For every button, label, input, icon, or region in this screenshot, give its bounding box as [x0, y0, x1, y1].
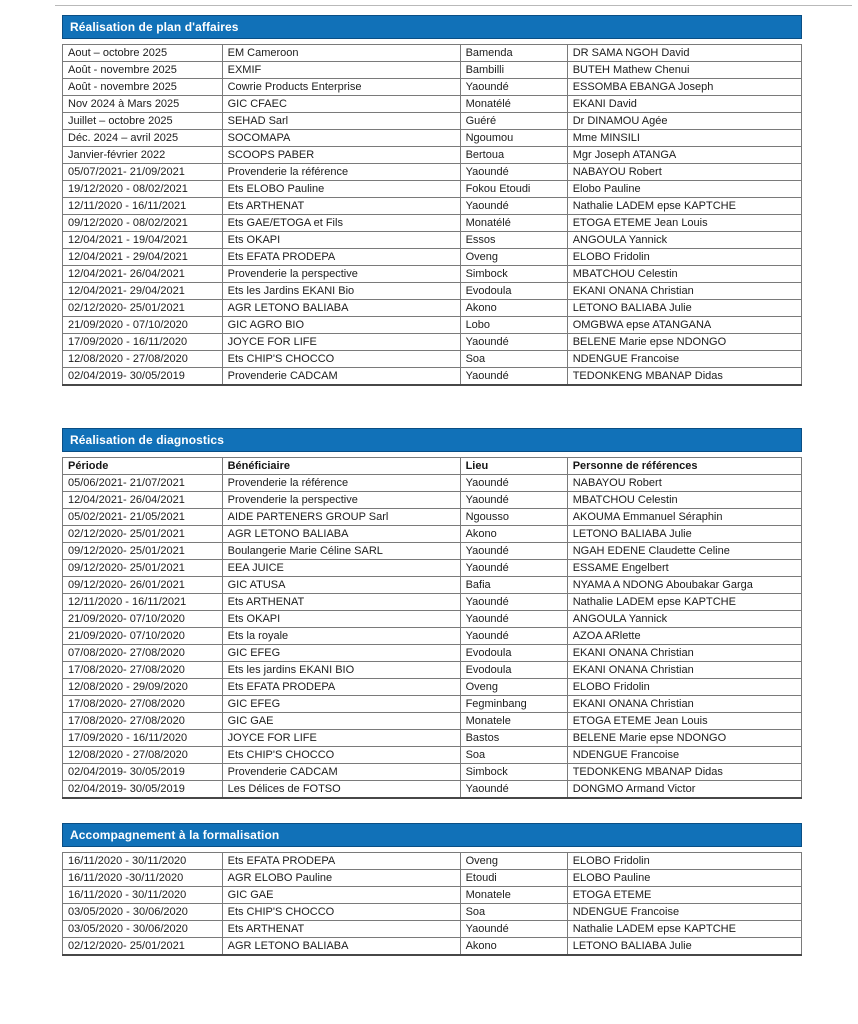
- section-title-bar: [62, 428, 802, 452]
- table-cell: Simbock: [460, 764, 567, 781]
- table-cell: Yaoundé: [460, 543, 567, 560]
- table-cell: Provenderie la perspective: [222, 266, 460, 283]
- table-row: [63, 147, 802, 164]
- table-cell: 21/09/2020- 07/10/2020: [63, 628, 223, 645]
- table-row: [63, 730, 802, 747]
- table-row: [63, 560, 802, 577]
- table-cell: Oveng: [460, 249, 567, 266]
- table-cell: Août - novembre 2025: [63, 62, 223, 79]
- table-cell: 16/11/2020 - 30/11/2020: [63, 853, 223, 870]
- table-cell: 12/04/2021- 26/04/2021: [63, 266, 223, 283]
- table-cell: 19/12/2020 - 08/02/2021: [63, 181, 223, 198]
- column-header: Lieu: [460, 458, 567, 475]
- table-cell: Ets ARTHENAT: [222, 198, 460, 215]
- table-cell: BUTEH Mathew Chenui: [567, 62, 801, 79]
- table-header-row: [63, 458, 802, 475]
- table-cell: MBATCHOU Celestin: [567, 492, 801, 509]
- page-top-rule: [55, 5, 852, 6]
- table-cell: ETOGA ETEME: [567, 887, 801, 904]
- table-row: [63, 130, 802, 147]
- table-cell: Yaoundé: [460, 79, 567, 96]
- section-title: Réalisation de plan d'affaires: [70, 20, 239, 34]
- table-row: [63, 62, 802, 79]
- table-cell: TEDONKENG MBANAP Didas: [567, 764, 801, 781]
- table-cell: Août - novembre 2025: [63, 79, 223, 96]
- table-cell: EKANI ONANA Christian: [567, 696, 801, 713]
- table-row: [63, 113, 802, 130]
- table-cell: 12/04/2021- 29/04/2021: [63, 283, 223, 300]
- table-cell: Guéré: [460, 113, 567, 130]
- table-cell: SEHAD Sarl: [222, 113, 460, 130]
- table-cell: GIC CFAEC: [222, 96, 460, 113]
- table-cell: Ets EFATA PRODEPA: [222, 249, 460, 266]
- table-cell: Déc. 2024 – avril 2025: [63, 130, 223, 147]
- table-cell: Ets ARTHENAT: [222, 594, 460, 611]
- table-cell: Yaoundé: [460, 475, 567, 492]
- table-cell: LETONO BALIABA Julie: [567, 526, 801, 543]
- table-row: [63, 747, 802, 764]
- table-row: [63, 696, 802, 713]
- table-row: [63, 249, 802, 266]
- table-cell: Akono: [460, 938, 567, 956]
- section-plan-affaires: [62, 15, 802, 386]
- table-cell: 02/12/2020- 25/01/2021: [63, 300, 223, 317]
- table-cell: OMGBWA epse ATANGANA: [567, 317, 801, 334]
- table-cell: Yaoundé: [460, 334, 567, 351]
- table-cell: 12/11/2020 - 16/11/2021: [63, 594, 223, 611]
- table-cell: AGR ELOBO Pauline: [222, 870, 460, 887]
- table-cell: ELOBO Fridolin: [567, 853, 801, 870]
- table-cell: 07/08/2020- 27/08/2020: [63, 645, 223, 662]
- table-cell: Yaoundé: [460, 560, 567, 577]
- table-cell: Ets EFATA PRODEPA: [222, 853, 460, 870]
- table-cell: Soa: [460, 747, 567, 764]
- table-cell: EXMIF: [222, 62, 460, 79]
- table-cell: AGR LETONO BALIABA: [222, 526, 460, 543]
- table-row: [63, 628, 802, 645]
- table-cell: Ets CHIP'S CHOCCO: [222, 351, 460, 368]
- table-cell: Ets EFATA PRODEPA: [222, 679, 460, 696]
- table-cell: 16/11/2020 -30/11/2020: [63, 870, 223, 887]
- table-cell: 17/08/2020- 27/08/2020: [63, 713, 223, 730]
- table-cell: Ets GAE/ETOGA et Fils: [222, 215, 460, 232]
- table-cell: 02/12/2020- 25/01/2021: [63, 526, 223, 543]
- table-cell: 12/04/2021 - 19/04/2021: [63, 232, 223, 249]
- table-cell: Yaoundé: [460, 198, 567, 215]
- table-cell: NGAH EDENE Claudette Celine: [567, 543, 801, 560]
- table-cell: Akono: [460, 526, 567, 543]
- table-cell: TEDONKENG MBANAP Didas: [567, 368, 801, 386]
- table-cell: 09/12/2020- 25/01/2021: [63, 560, 223, 577]
- table-cell: Bertoua: [460, 147, 567, 164]
- table-cell: ELOBO Pauline: [567, 870, 801, 887]
- table-cell: Bamenda: [460, 45, 567, 62]
- table-cell: MBATCHOU Celestin: [567, 266, 801, 283]
- table-cell: Soa: [460, 904, 567, 921]
- table-cell: 21/09/2020- 07/10/2020: [63, 611, 223, 628]
- table-formalisation: [62, 852, 802, 956]
- table-row: [63, 283, 802, 300]
- table-cell: Yaoundé: [460, 368, 567, 386]
- table-cell: Evodoula: [460, 645, 567, 662]
- table-cell: SOCOMAPA: [222, 130, 460, 147]
- table-cell: Bastos: [460, 730, 567, 747]
- table-cell: NABAYOU Robert: [567, 475, 801, 492]
- table-cell: Nathalie LADEM epse KAPTCHE: [567, 594, 801, 611]
- table-cell: Ngoumou: [460, 130, 567, 147]
- table-cell: 21/09/2020 - 07/10/2020: [63, 317, 223, 334]
- table-cell: 12/04/2021 - 29/04/2021: [63, 249, 223, 266]
- table-cell: Monatélé: [460, 96, 567, 113]
- table-cell: AIDE PARTENERS GROUP Sarl: [222, 509, 460, 526]
- table-cell: Ets OKAPI: [222, 611, 460, 628]
- table-cell: AGR LETONO BALIABA: [222, 300, 460, 317]
- table-cell: SCOOPS PABER: [222, 147, 460, 164]
- table-cell: EKANI ONANA Christian: [567, 283, 801, 300]
- table-cell: Etoudi: [460, 870, 567, 887]
- table-row: [63, 781, 802, 799]
- table-cell: Soa: [460, 351, 567, 368]
- table-cell: 17/09/2020 - 16/11/2020: [63, 730, 223, 747]
- table-row: [63, 164, 802, 181]
- table-row: [63, 509, 802, 526]
- table-row: [63, 300, 802, 317]
- table-row: [63, 317, 802, 334]
- table-cell: AKOUMA Emmanuel Séraphin: [567, 509, 801, 526]
- table-cell: ELOBO Fridolin: [567, 679, 801, 696]
- column-header: Bénéficiaire: [222, 458, 460, 475]
- table-row: [63, 198, 802, 215]
- table-cell: ETOGA ETEME Jean Louis: [567, 215, 801, 232]
- section-title: Accompagnement à la formalisation: [70, 828, 280, 842]
- table-row: [63, 594, 802, 611]
- table-cell: BELENE Marie epse NDONGO: [567, 730, 801, 747]
- table-cell: 12/04/2021- 26/04/2021: [63, 492, 223, 509]
- table-cell: Bambilli: [460, 62, 567, 79]
- table-cell: EKANI ONANA Christian: [567, 645, 801, 662]
- table-cell: Bafia: [460, 577, 567, 594]
- table-row: [63, 232, 802, 249]
- table-cell: Elobo Pauline: [567, 181, 801, 198]
- table-cell: Provenderie la perspective: [222, 492, 460, 509]
- table-cell: Yaoundé: [460, 594, 567, 611]
- table-cell: LETONO BALIABA Julie: [567, 938, 801, 956]
- table-cell: Dr DINAMOU Agée: [567, 113, 801, 130]
- table-cell: Ets ELOBO Pauline: [222, 181, 460, 198]
- table-cell: Juillet – octobre 2025: [63, 113, 223, 130]
- table-row: [63, 764, 802, 781]
- table-cell: EM Cameroon: [222, 45, 460, 62]
- table-cell: Fegminbang: [460, 696, 567, 713]
- table-cell: JOYCE FOR LIFE: [222, 334, 460, 351]
- table-cell: 17/09/2020 - 16/11/2020: [63, 334, 223, 351]
- table-row: [63, 526, 802, 543]
- table-cell: GIC EFEG: [222, 696, 460, 713]
- table-cell: Fokou Etoudi: [460, 181, 567, 198]
- table-cell: Provenderie la référence: [222, 164, 460, 181]
- table-cell: ANGOULA Yannick: [567, 611, 801, 628]
- table-cell: Mme MINSILI: [567, 130, 801, 147]
- table-cell: 02/04/2019- 30/05/2019: [63, 781, 223, 799]
- table-cell: JOYCE FOR LIFE: [222, 730, 460, 747]
- table-cell: BELENE Marie epse NDONGO: [567, 334, 801, 351]
- table-cell: Nathalie LADEM epse KAPTCHE: [567, 198, 801, 215]
- table-cell: 05/07/2021- 21/09/2021: [63, 164, 223, 181]
- table-row: [63, 45, 802, 62]
- table-row: [63, 662, 802, 679]
- table-cell: 12/08/2020 - 29/09/2020: [63, 679, 223, 696]
- table-cell: Ngousso: [460, 509, 567, 526]
- table-row: [63, 921, 802, 938]
- table-cell: 12/08/2020 - 27/08/2020: [63, 747, 223, 764]
- table-cell: Ets les jardins EKANI BIO: [222, 662, 460, 679]
- table-cell: Monatele: [460, 713, 567, 730]
- column-header: Période: [63, 458, 223, 475]
- table-diagnostics: [62, 457, 802, 799]
- table-cell: EKANI ONANA Christian: [567, 662, 801, 679]
- table-row: [63, 368, 802, 386]
- table-cell: Provenderie CADCAM: [222, 368, 460, 386]
- table-row: [63, 645, 802, 662]
- table-cell: Ets les Jardins EKANI Bio: [222, 283, 460, 300]
- table-cell: Akono: [460, 300, 567, 317]
- table-cell: 17/08/2020- 27/08/2020: [63, 662, 223, 679]
- table-cell: 09/12/2020- 25/01/2021: [63, 543, 223, 560]
- table-cell: Yaoundé: [460, 628, 567, 645]
- table-cell: AGR LETONO BALIABA: [222, 938, 460, 956]
- table-cell: Ets CHIP'S CHOCCO: [222, 904, 460, 921]
- table-row: [63, 266, 802, 283]
- table-cell: Les Délices de FOTSO: [222, 781, 460, 799]
- table-cell: Monatele: [460, 887, 567, 904]
- table-cell: 03/05/2020 - 30/06/2020: [63, 921, 223, 938]
- table-cell: 12/11/2020 - 16/11/2021: [63, 198, 223, 215]
- table-row: [63, 334, 802, 351]
- table-row: [63, 713, 802, 730]
- table-row: [63, 577, 802, 594]
- table-cell: 05/02/2021- 21/05/2021: [63, 509, 223, 526]
- table-cell: GIC ATUSA: [222, 577, 460, 594]
- table-cell: Janvier-février 2022: [63, 147, 223, 164]
- table-plan-affaires: [62, 44, 802, 386]
- table-cell: Ets CHIP'S CHOCCO: [222, 747, 460, 764]
- section-formalisation: [62, 823, 802, 956]
- table-cell: Oveng: [460, 853, 567, 870]
- table-cell: Yaoundé: [460, 921, 567, 938]
- table-cell: Provenderie CADCAM: [222, 764, 460, 781]
- table-row: [63, 611, 802, 628]
- table-cell: Oveng: [460, 679, 567, 696]
- table-cell: Nov 2024 à Mars 2025: [63, 96, 223, 113]
- column-header: Personne de références: [567, 458, 801, 475]
- table-row: [63, 870, 802, 887]
- table-cell: 02/04/2019- 30/05/2019: [63, 368, 223, 386]
- table-cell: 17/08/2020- 27/08/2020: [63, 696, 223, 713]
- table-row: [63, 351, 802, 368]
- table-cell: GIC EFEG: [222, 645, 460, 662]
- table-cell: Evodoula: [460, 283, 567, 300]
- table-row: [63, 679, 802, 696]
- table-cell: LETONO BALIABA Julie: [567, 300, 801, 317]
- section-title-bar: [62, 15, 802, 39]
- table-cell: NDENGUE Francoise: [567, 747, 801, 764]
- table-cell: Yaoundé: [460, 611, 567, 628]
- table-row: [63, 181, 802, 198]
- section-title-bar: [62, 823, 802, 847]
- table-row: [63, 853, 802, 870]
- table-cell: NYAMA A NDONG Aboubakar Garga: [567, 577, 801, 594]
- table-cell: DR SAMA NGOH David: [567, 45, 801, 62]
- table-cell: 09/12/2020 - 08/02/2021: [63, 215, 223, 232]
- section-title: Réalisation de diagnostics: [70, 433, 224, 447]
- table-cell: NABAYOU Robert: [567, 164, 801, 181]
- table-cell: NDENGUE Francoise: [567, 904, 801, 921]
- table-cell: ELOBO Fridolin: [567, 249, 801, 266]
- table-cell: NDENGUE Francoise: [567, 351, 801, 368]
- table-cell: Ets la royale: [222, 628, 460, 645]
- table-cell: EKANI David: [567, 96, 801, 113]
- table-cell: GIC GAE: [222, 713, 460, 730]
- table-row: [63, 904, 802, 921]
- table-cell: Yaoundé: [460, 492, 567, 509]
- table-cell: 16/11/2020 - 30/11/2020: [63, 887, 223, 904]
- table-row: [63, 938, 802, 956]
- table-cell: Cowrie Products Enterprise: [222, 79, 460, 96]
- table-cell: ANGOULA Yannick: [567, 232, 801, 249]
- table-cell: ETOGA ETEME Jean Louis: [567, 713, 801, 730]
- table-cell: 12/08/2020 - 27/08/2020: [63, 351, 223, 368]
- table-row: [63, 887, 802, 904]
- table-cell: Essos: [460, 232, 567, 249]
- table-cell: DONGMO Armand Victor: [567, 781, 801, 799]
- table-cell: Yaoundé: [460, 164, 567, 181]
- table-cell: AZOA ARlette: [567, 628, 801, 645]
- table-cell: 02/04/2019- 30/05/2019: [63, 764, 223, 781]
- table-cell: Provenderie la référence: [222, 475, 460, 492]
- table-row: [63, 492, 802, 509]
- table-row: [63, 96, 802, 113]
- table-cell: Mgr Joseph ATANGA: [567, 147, 801, 164]
- table-cell: ESSAME Engelbert: [567, 560, 801, 577]
- table-cell: Ets OKAPI: [222, 232, 460, 249]
- table-cell: Monatélé: [460, 215, 567, 232]
- table-cell: Yaoundé: [460, 781, 567, 799]
- table-cell: Lobo: [460, 317, 567, 334]
- section-diagnostics: [62, 428, 802, 799]
- table-row: [63, 543, 802, 560]
- table-cell: Ets ARTHENAT: [222, 921, 460, 938]
- table-cell: 02/12/2020- 25/01/2021: [63, 938, 223, 956]
- table-cell: EEA JUICE: [222, 560, 460, 577]
- table-cell: ESSOMBA EBANGA Joseph: [567, 79, 801, 96]
- table-cell: Aout – octobre 2025: [63, 45, 223, 62]
- table-cell: Simbock: [460, 266, 567, 283]
- table-cell: 09/12/2020- 26/01/2021: [63, 577, 223, 594]
- table-cell: Boulangerie Marie Céline SARL: [222, 543, 460, 560]
- table-cell: 03/05/2020 - 30/06/2020: [63, 904, 223, 921]
- table-cell: 05/06/2021- 21/07/2021: [63, 475, 223, 492]
- table-cell: Nathalie LADEM epse KAPTCHE: [567, 921, 801, 938]
- table-cell: GIC AGRO BIO: [222, 317, 460, 334]
- table-row: [63, 215, 802, 232]
- table-row: [63, 475, 802, 492]
- table-cell: Evodoula: [460, 662, 567, 679]
- table-row: [63, 79, 802, 96]
- table-cell: GIC GAE: [222, 887, 460, 904]
